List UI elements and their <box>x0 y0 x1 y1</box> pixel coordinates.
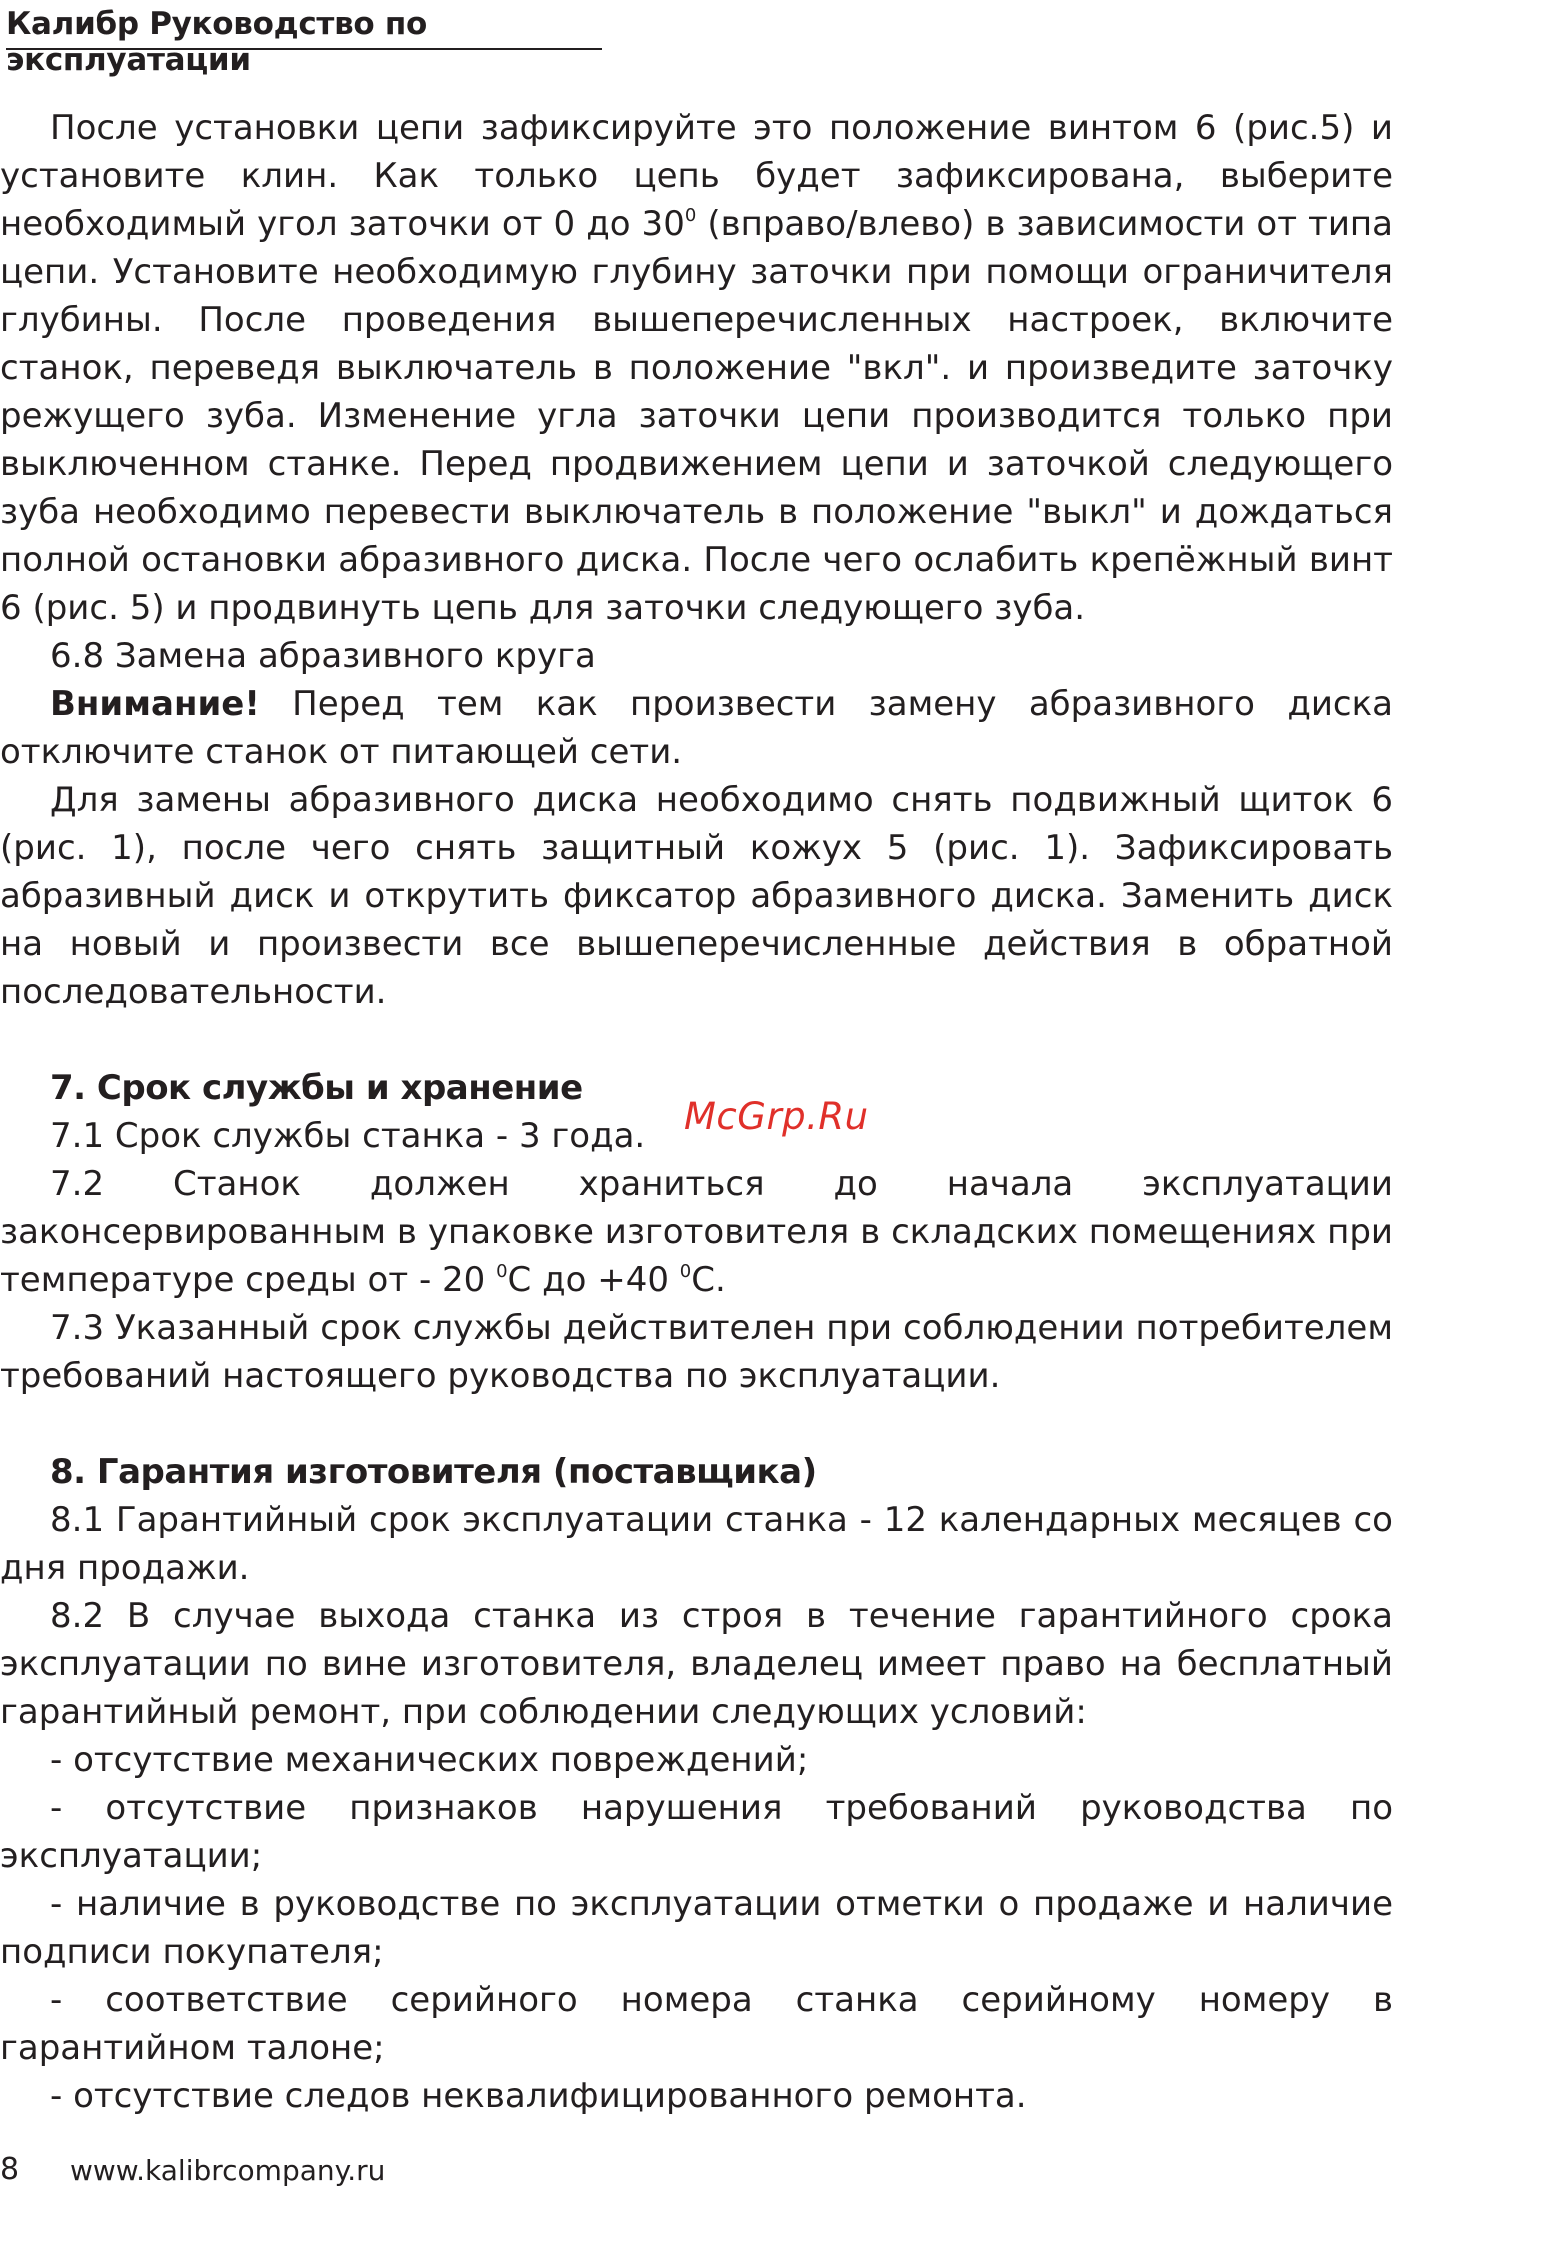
section-7-2: 7.2 Станок должен храниться до начала эксплуатации законсервированным в упаковке изготовителя в складских помещениях при температуре среды от - 20 $^0$С до +40 $^0$С. <box>0 1164 1393 1300</box>
section-7-3: 7.3 Указанный срок службы действителен при соблюдении потребителем требований настоящего руководства по эксплуатации. <box>0 1308 1393 1396</box>
paragraph-disc-replacement: Для замены абразивного диска необходимо снять подвижный щиток 6 (рис. 1), после чего снять защитный кожух 5 (рис. 1). Зафиксировать абразивный диск и открутить фиксатор абразивного диска. Заменить диск на новый и произвести все вышеперечисленные действия в обратной последовательности. <box>0 780 1393 1012</box>
page-header <box>6 0 602 78</box>
list-item: - отсутствие механических повреждений; <box>50 1740 809 1780</box>
section-8-1: 8.1 Гарантийный срок эксплуатации станка - 12 календарных месяцев со дня продажи. <box>0 1500 1393 1588</box>
page-number: 8 <box>0 2152 20 2187</box>
warning-label: Внимание! <box>50 684 260 724</box>
subsection-6-8-title: 6.8 Замена абразивного круга <box>50 636 596 676</box>
warning-paragraph: Внимание! Перед тем как произвести замену абразивного диска отключите станок от питающей сети. <box>0 684 1393 772</box>
section-7-1: 7.1 Срок службы станка - 3 года. <box>50 1116 646 1156</box>
section-8-heading: 8. Гарантия изготовителя (поставщика) <box>50 1452 817 1492</box>
watermark: McGrp.Ru <box>684 1095 869 1138</box>
section-8-2: 8.2 В случае выхода станка из строя в течение гарантийного срока эксплуатации по вине изготовителя, владелец имеет право на бесплатный гарантийный ремонт, при соблюдении следующих условий: <box>0 1596 1393 1732</box>
list-item: - отсутствие признаков нарушения требований руководства по эксплуатации; <box>0 1788 1393 1876</box>
footer-website: www.kalibrcompany.ru <box>70 2154 386 2187</box>
section-7-heading: 7. Срок службы и хранение <box>50 1068 583 1108</box>
list-item: - отсутствие следов неквалифицированного ремонта. <box>50 2076 1027 2116</box>
header-title: Калибр Руководство по эксплуатации <box>6 6 427 78</box>
list-item: - соответствие серийного номера станка серийному номеру в гарантийном талоне; <box>0 1980 1393 2068</box>
list-item: - наличие в руководстве по эксплуатации отметки о продаже и наличие подписи покупателя; <box>0 1884 1393 1972</box>
paragraph-chain-setup: После установки цепи зафиксируйте это положение винтом 6 (рис.5) и установите клин. Как только цепь будет зафиксирована, выберите необходимый угол заточки от 0 до $30^0$ (вправо/влево) в зависимости от типа цепи. Установите необходимую глубину заточки при помощи ограничителя глубины. После проведения вышеперечисленных настроек, включите станок, переведя выключатель в положение "вкл". и произведите заточку режущего зуба. Изменение угла заточки цепи производится только при выключенном станке. Перед продвижением цепи и заточкой следующего зуба необходимо перевести выключатель в положение "выкл" и дождаться полной остановки абразивного диска. После чего ослабить крепёжный винт 6 (рис. 5) и продвинуть цепь для заточки следующего зуба. <box>0 108 1393 628</box>
